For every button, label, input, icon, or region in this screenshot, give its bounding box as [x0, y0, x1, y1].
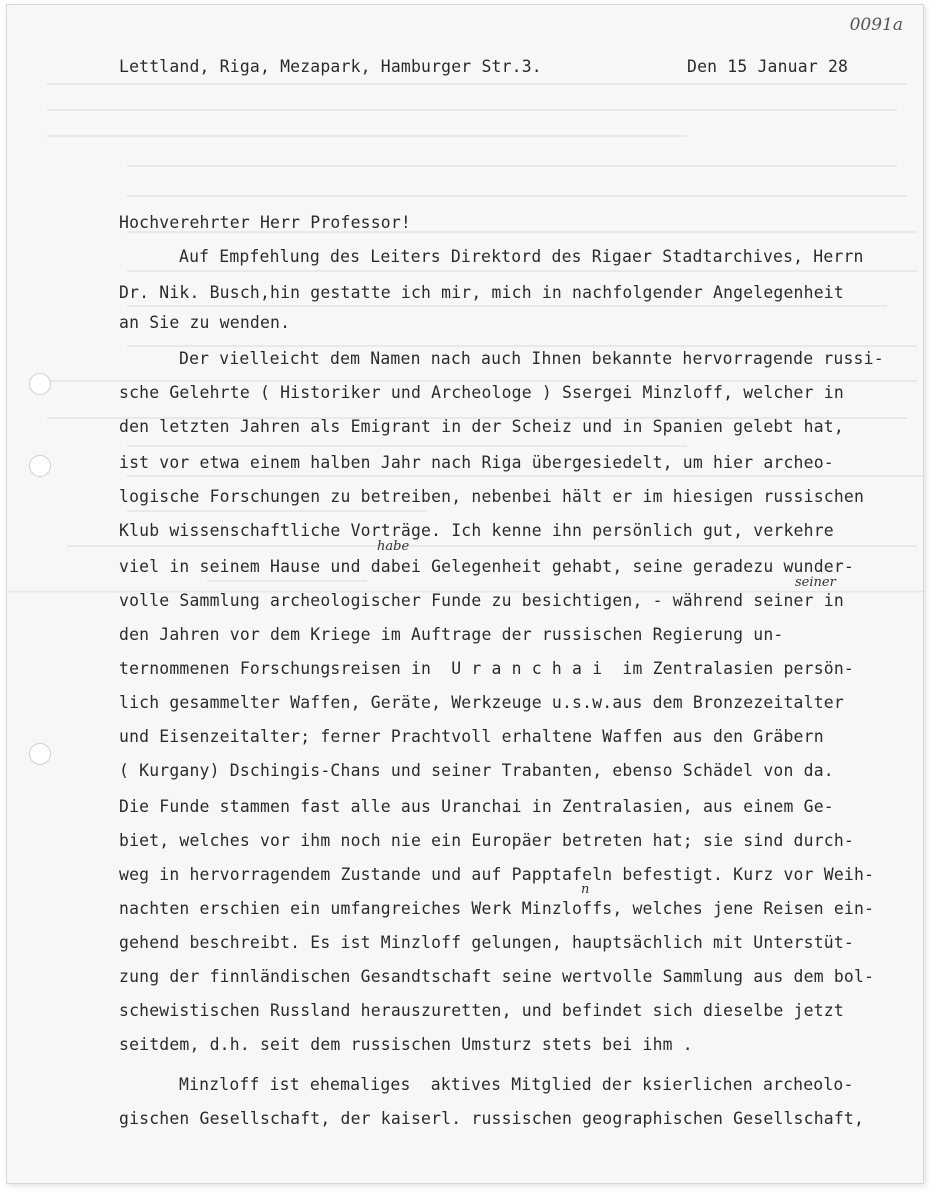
body-line: zung der finnländischen Gesandtschaft seine wertvolle Sammlung aus dem bol-	[119, 967, 875, 986]
body-line: viel in seinem Hause und dabei Gelegenheit gehabt, seine geradezu wunder-	[119, 557, 854, 576]
handwritten-insertion: habe	[377, 539, 410, 554]
body-line: lich gesammelter Waffen, Geräte, Werkzeuge u.s.w.aus dem Bronzezeitalter	[119, 693, 844, 712]
body-line: ternommenen Forschungsreisen in U r a n c h a i im Zentralasien persön-	[119, 659, 854, 678]
body-line: und Eisenzeitalter; ferner Prachtvoll erhaltene Waffen aus den Gräbern	[119, 727, 824, 746]
salutation: Hochverehrter Herr Professor!	[119, 213, 411, 232]
body-line: den letzten Jahren als Emigrant in der Scheiz und in Spanien gelebt hat,	[119, 417, 844, 436]
body-line: Klub wissenschaftliche Vorträge. Ich kenne ihn persönlich gut, verkehre	[119, 521, 834, 540]
body-line: Minzloff ist ehemaliges aktives Mitglied der ksierlichen archeolo-	[179, 1075, 854, 1094]
archive-number: 0091a	[849, 15, 903, 35]
body-line: sche Gelehrte ( Historiker und Archeologe ) Ssergei Minzloff, welcher in	[119, 383, 844, 402]
body-line: volle Sammlung archeologischer Funde zu besichtigen, - während seiner in	[119, 591, 844, 610]
body-line: Dr. Nik. Busch,hin gestatte ich mir, mich in nachfolgender Angelegenheit	[119, 283, 844, 302]
body-line: biet, welches vor ihm noch nie ein Europäer betreten hat; sie sind durch-	[119, 831, 854, 850]
body-line: ist vor etwa einem halben Jahr nach Riga übergesiedelt, um hier archeo-	[119, 453, 834, 472]
punch-hole-middle	[29, 455, 51, 477]
punch-hole-bottom	[29, 743, 51, 765]
punch-hole-top	[29, 373, 51, 395]
date-line: Den 15 Januar 28	[687, 57, 849, 76]
place-line: Lettland, Riga, Mezapark, Hamburger Str.3.	[119, 57, 542, 76]
body-line: nachten erschien ein umfangreiches Werk Minzloffs, welches jene Reisen ein-	[119, 899, 875, 918]
handwritten-insertion: seiner	[795, 575, 836, 590]
body-line: Der vielleicht dem Namen nach auch Ihnen bekannte hervorragende russi-	[179, 349, 884, 368]
body-line: den Jahren vor dem Kriege im Auftrage der russischen Regierung un-	[119, 625, 784, 644]
body-line: an Sie zu wenden.	[119, 313, 291, 332]
body-line: gischen Gesellschaft, der kaiserl. russischen geographischen Gesellschaft,	[119, 1109, 865, 1128]
letter-page	[6, 4, 924, 1184]
body-line: logische Forschungen zu betreiben, nebenbei hält er im hiesigen russischen	[119, 487, 865, 506]
body-line: ( Kurgany) Dschingis-Chans und seiner Trabanten, ebenso Schädel von da.	[119, 761, 834, 780]
body-line: Die Funde stammen fast alle aus Uranchai in Zentralasien, aus einem Ge-	[119, 797, 834, 816]
body-line: weg in hervorragendem Zustande und auf Papptafeln befestigt. Kurz vor Weih-	[119, 865, 875, 884]
body-line: gehend beschreibt. Es ist Minzloff gelungen, hauptsächlich mit Unterstüt-	[119, 933, 854, 952]
body-line: Auf Empfehlung des Leiters Direktord des Rigaer Stadtarchives, Herrn	[179, 247, 864, 266]
handwritten-insertion: n	[581, 882, 590, 897]
body-line: seitdem, d.h. seit dem russischen Umsturz stets bei ihm .	[119, 1035, 693, 1054]
body-line: schewistischen Russland herauszuretten, und befindet sich dieselbe jetzt	[119, 1001, 844, 1020]
